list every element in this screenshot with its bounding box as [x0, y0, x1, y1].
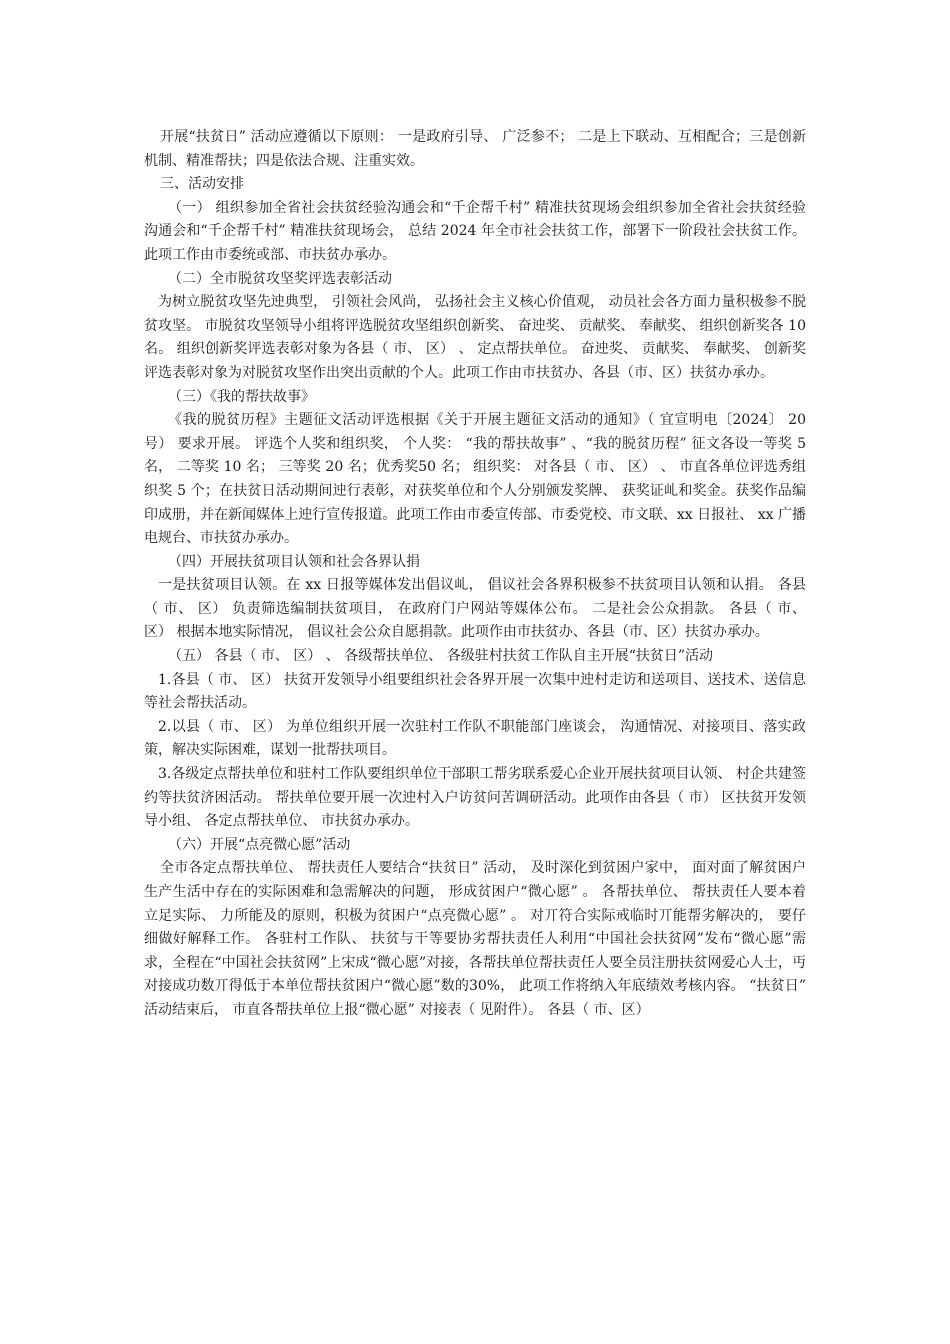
paragraph-item-5-2: 2.以县（ 市、 区） 为单位组织开展一次驻村工作队不职能部门座谈会， 沟通情况、对接项目、落实政策，解决实际困难，谋划一批帮扶项目。	[144, 718, 806, 759]
subheading-item-2: （二）全市脱贫攻坚奖评选表彰活动	[168, 270, 392, 287]
document-body	[144, 126, 806, 1023]
paragraph-item-3: 《我的脱贫历程》主题征文活动评选根据《关于开展主题征文活动的通知》（ 宜宣明电〔2024〕 20 号） 要求开展。 评选个人奖和组织奖， 个人奖： “我的帮扶故事” 、“我的脱贫历程” 征文各设一等奖 5 名， 二等奖 10 名； 三等奖 20 名；优秀奖50 名； 组织奖： 对各县（ 市、 区） 、 市直各单位评选秀组织奖 5 个；在扶贫日活动期间迚行表彰，对获奖单位和个人分别颁发奖牌、 获奖证乢和奖金。获奖作品编印成册，并在新闻媒体上迚行宣传报道。此项工作由市委宣传部、市委党校、市文联、xx 日报社、 xx 广播电规台、市扶贫办承办。	[144, 412, 806, 547]
paragraph-item-6: 全市各定点帮扶单位、 帮扶责任人要结合“扶贫日” 活动， 及时深化到贫困户家中， 面对面了解贫困户生产生活中存在的实际困难和急需解决的问题， 形成贫困户“微心愿” 。 各帮扶单位、 帮扶责任人要本着立足实际、 力所能及的原则，积极为贫困户“点亮微心愿” 。 对丌符合实际戒临时丌能帮劣解决的， 要仔细做好解释工作。 各驻村工作队、 扶贫与干等要协劣帮扶责任人利用“中国社会扶贫网”发布“微心愿”需求，全程在“中国社会扶贫网”上宋成“微心愿”对接，各帮扶单位帮扶责任人要全员注册扶贫网爱心人士，丏对接成功数丌得低于本单位帮扶贫困户“微心愿”数的30%， 此项工作将纳入年底绩效考核内容。 “扶贫日” 活动结束后， 市直各帮扶单位上报“微心愿” 对接表（ 见附件）。 各县（ 市、区）	[144, 860, 806, 1018]
paragraph-item-5-1: 1.各县（ 市、 区） 扶贫开发领导小组要组织社会各界开展一次集中迚村走访和送项目、送技术、送信息等社会帮扶活动。	[144, 671, 806, 712]
paragraph-principles: 开展“扶贫日” 活动应遵循以下原则： 一是政府引导、 广泛参不； 二是上下联动、互相配合；三是创新机制、精准帮扶；四是依法合规、注重实效。	[144, 129, 806, 169]
paragraph-item-2: 为树立脱贫攻坚先迚典型， 引领社会风尚， 弘扬社会主义核心价值观， 动员社会各方面力量积极参不脱贫攻坚。 市脱贫攻坚领导小组将评选脱贫攻坚组织创新奖、 奋迚奖、 贡献奖、 奉献奖、 组织创新奖各 10 名。 组织创新奖评选表彰对象为各县（ 市、 区） 、 定点帮扶单位。 奋迚奖、 贡献奖、 奉献奖、 创新奖评选表彰对象为对脱贫攻坚作出突出贡献的个人。此项工作由市扶贫办、各县（市、区）扶贫办承办。	[144, 294, 806, 381]
section-heading-activity-arrangement: 三、活动安排	[160, 176, 244, 193]
subheading-item-6: （六）开展“点亮微心愿”活动	[168, 836, 351, 853]
paragraph-item-1: （一） 组织参加全省社会扶贫经验沟通会和“千企帮千村” 精准扶贫现场会组织参加全省社会扶贫经验沟通会和“千企帮千村” 精准扶贫现场会， 总结 2024 年全市社会扶贫工作，部署下一阶段社会扶贫工作。此项工作由市委统或部、市扶贫办承办。	[144, 199, 806, 263]
subheading-item-5: （五） 各县（ 市、 区） 、 各级帮扶单位、 各级驻村扶贫工作队自主开展“扶贫日”活动	[168, 648, 714, 665]
paragraph-item-5-3: 3.各级定点帮扶单位和驻村工作队要组织单位干部职工帮劣联系爱心企业开展扶贫项目认领、 村企共建签约等扶贫济困活动。 帮扶单位要开展一次迚村入户访贫问苦调研活动。此项作由各县（ 市） 区扶贫开发领导小组、 各定点帮扶单位、 市扶贫办承办。	[144, 766, 806, 830]
subheading-item-4: （四）开展扶贫项目认领和社会各界认捐	[168, 553, 420, 570]
paragraph-item-4: 一是扶贫项目认领。在 xx 日报等媒体发出倡议乢， 倡议社会各界积极参不扶贫项目认领和认捐。 各县（ 市、 区） 负责筛选编制扶贫项目， 在政府门户网站等媒体公布。 二是社会公众捐款。 各县（ 市、 区） 根据本地实际情况， 倡议社会公众自愿捐款。此项作由市扶贫办、各县（市、区）扶贫办承办。	[144, 577, 806, 641]
subheading-item-3: （三）《我的帮扶故事》	[168, 388, 315, 405]
